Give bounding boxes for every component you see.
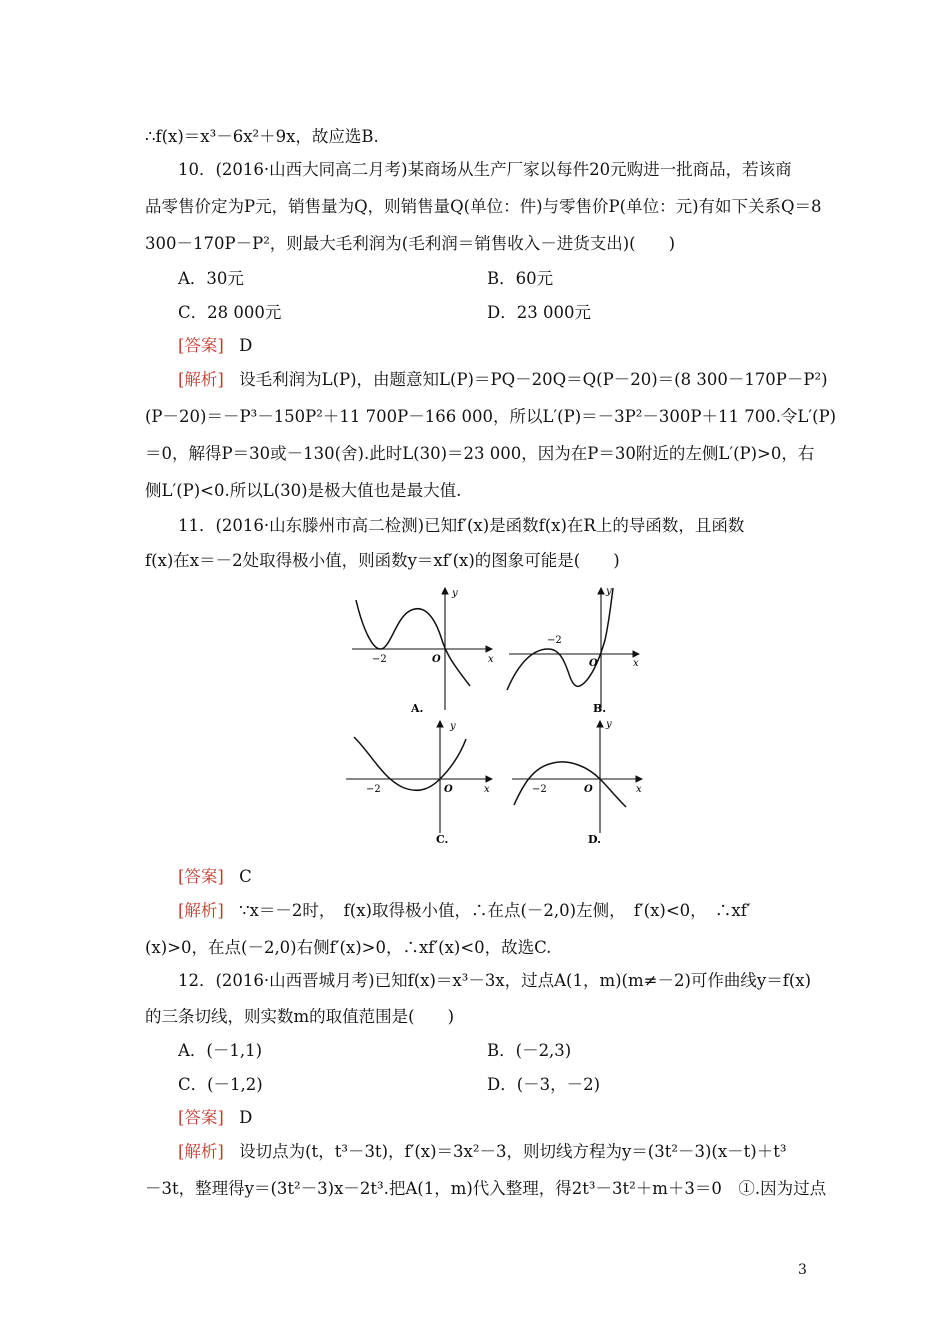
answer-value: D: [239, 336, 253, 355]
y-axis-label: y: [450, 721, 456, 732]
answer-tag: [答案]: [178, 336, 224, 355]
y-axis-label: y: [452, 588, 458, 599]
option-12-c: C．(－1,2): [178, 1075, 263, 1094]
answer-tag: [答案]: [178, 1108, 224, 1127]
solution-10-line-4: 侧L′(P)<0.所以L(30)是极大值也是最大值.: [145, 481, 462, 500]
question-12-line-1: 12．(2016·山西晋城月考)已知f(x)＝x³－3x，过点A(1，m)(m≠－2)可作曲线y＝f(x): [178, 971, 812, 990]
option-12-d: D．(－3，－2): [487, 1075, 601, 1094]
solution-11-line-2: (x)>0，在点(－2,0)右侧f′(x)>0，∴xf′(x)<0，故选C.: [145, 938, 552, 957]
figure-label: C.: [436, 833, 449, 846]
solution-text: ∵x＝－2时， f(x)取得极小值，∴在点(－2,0)左侧， f′(x)<0， ∴xf′: [239, 901, 751, 920]
option-10-d: D．23 000元: [487, 303, 591, 322]
question-11-line-2: f(x)在x＝－2处取得极小值，则函数y＝xf′(x)的图象可能是( ): [145, 551, 620, 570]
solution-12-line-2: －3t，整理得y＝(3t²－3)x－2t³.把A(1，m)代入整理，得2t³－3t²＋m＋3＝0 ①.因为过点: [145, 1179, 827, 1198]
option-10-a: A．30元: [178, 269, 244, 288]
answer-10: [178, 335, 252, 357]
solution-text: 设毛利润为L(P)，由题意知L(P)＝PQ－20Q＝Q(P－20)＝(8 300－170P－P²): [239, 370, 828, 389]
origin-label: O: [589, 658, 598, 669]
answer-12: [178, 1107, 252, 1129]
y-axis-label: y: [606, 586, 612, 597]
option-12-a: A．(－1,1): [178, 1041, 263, 1060]
answer-11: [178, 866, 252, 888]
option-12-b: B．(－2,3): [487, 1041, 572, 1060]
option-10-c: C．28 000元: [178, 303, 282, 322]
question-12-line-2: 的三条切线，则实数m的取值范围是( ): [145, 1007, 455, 1026]
solution-10-line-2: (P－20)＝－P³－150P²＋11 700P－166 000，所以L′(P)＝－3P²－300P＋11 700.令L′(P): [145, 407, 837, 426]
question-10-line-3: 300－170P－P²，则最大毛利润为(毛利润＝销售收入－进货支出)( ): [145, 234, 676, 253]
x-axis-label: x: [636, 784, 642, 795]
answer-value: D: [239, 1108, 253, 1127]
solution-12-line-1: [178, 1141, 786, 1163]
solution-tag: [解析]: [178, 901, 224, 920]
page-number: 3: [798, 1262, 807, 1278]
graph-a: [348, 582, 498, 717]
solution-tag: [解析]: [178, 370, 224, 389]
tick-label: −2: [372, 654, 387, 665]
y-axis-label: y: [606, 719, 612, 730]
solution-11-line-1: [178, 900, 751, 922]
graph-c: [342, 715, 498, 850]
question-11-line-1: 11．(2016·山东滕州市高二检测)已知f′(x)是函数f(x)在R上的导函数，且函数: [178, 516, 745, 535]
solution-tag: [解析]: [178, 1142, 224, 1161]
x-axis-label: x: [488, 654, 494, 665]
solution-10-line-1: [178, 369, 828, 391]
origin-label: O: [444, 784, 453, 795]
figure-label: A.: [411, 702, 424, 715]
tick-label: −2: [547, 635, 562, 646]
answer-tag: [答案]: [178, 867, 224, 886]
figure-label: B.: [593, 702, 607, 715]
graph-b: [505, 582, 645, 717]
graph-d: [508, 715, 648, 850]
x-axis-label: x: [484, 784, 490, 795]
tick-label: −2: [532, 784, 547, 795]
question-10-line-2: 品零售价定为P元，销售量为Q，则销售量Q(单位：件)与零售价P(单位：元)有如下关系Q＝8: [145, 197, 822, 216]
conclusion-line: ∴f(x)＝x³－6x²＋9x，故应选B.: [145, 127, 379, 146]
question-10-line-1: 10．(2016·山西大同高二月考)某商场从生产厂家以每件20元购进一批商品，若该商: [178, 160, 792, 179]
x-axis-label: x: [633, 658, 639, 669]
figure-label: D.: [588, 833, 601, 846]
origin-label: O: [584, 784, 593, 795]
answer-value: C: [239, 867, 252, 886]
origin-label: O: [432, 654, 441, 665]
tick-label: −2: [366, 784, 381, 795]
solution-10-line-3: ＝0，解得P＝30或－130(舍).此时L(30)＝23 000，因为在P＝30附近的左侧L′(P)>0，右: [145, 444, 815, 463]
solution-text: 设切点为(t，t³－3t)，f′(x)＝3x²－3，则切线方程为y＝(3t²－3)(x－t)＋t³: [239, 1142, 787, 1161]
option-10-b: B．60元: [487, 269, 554, 288]
